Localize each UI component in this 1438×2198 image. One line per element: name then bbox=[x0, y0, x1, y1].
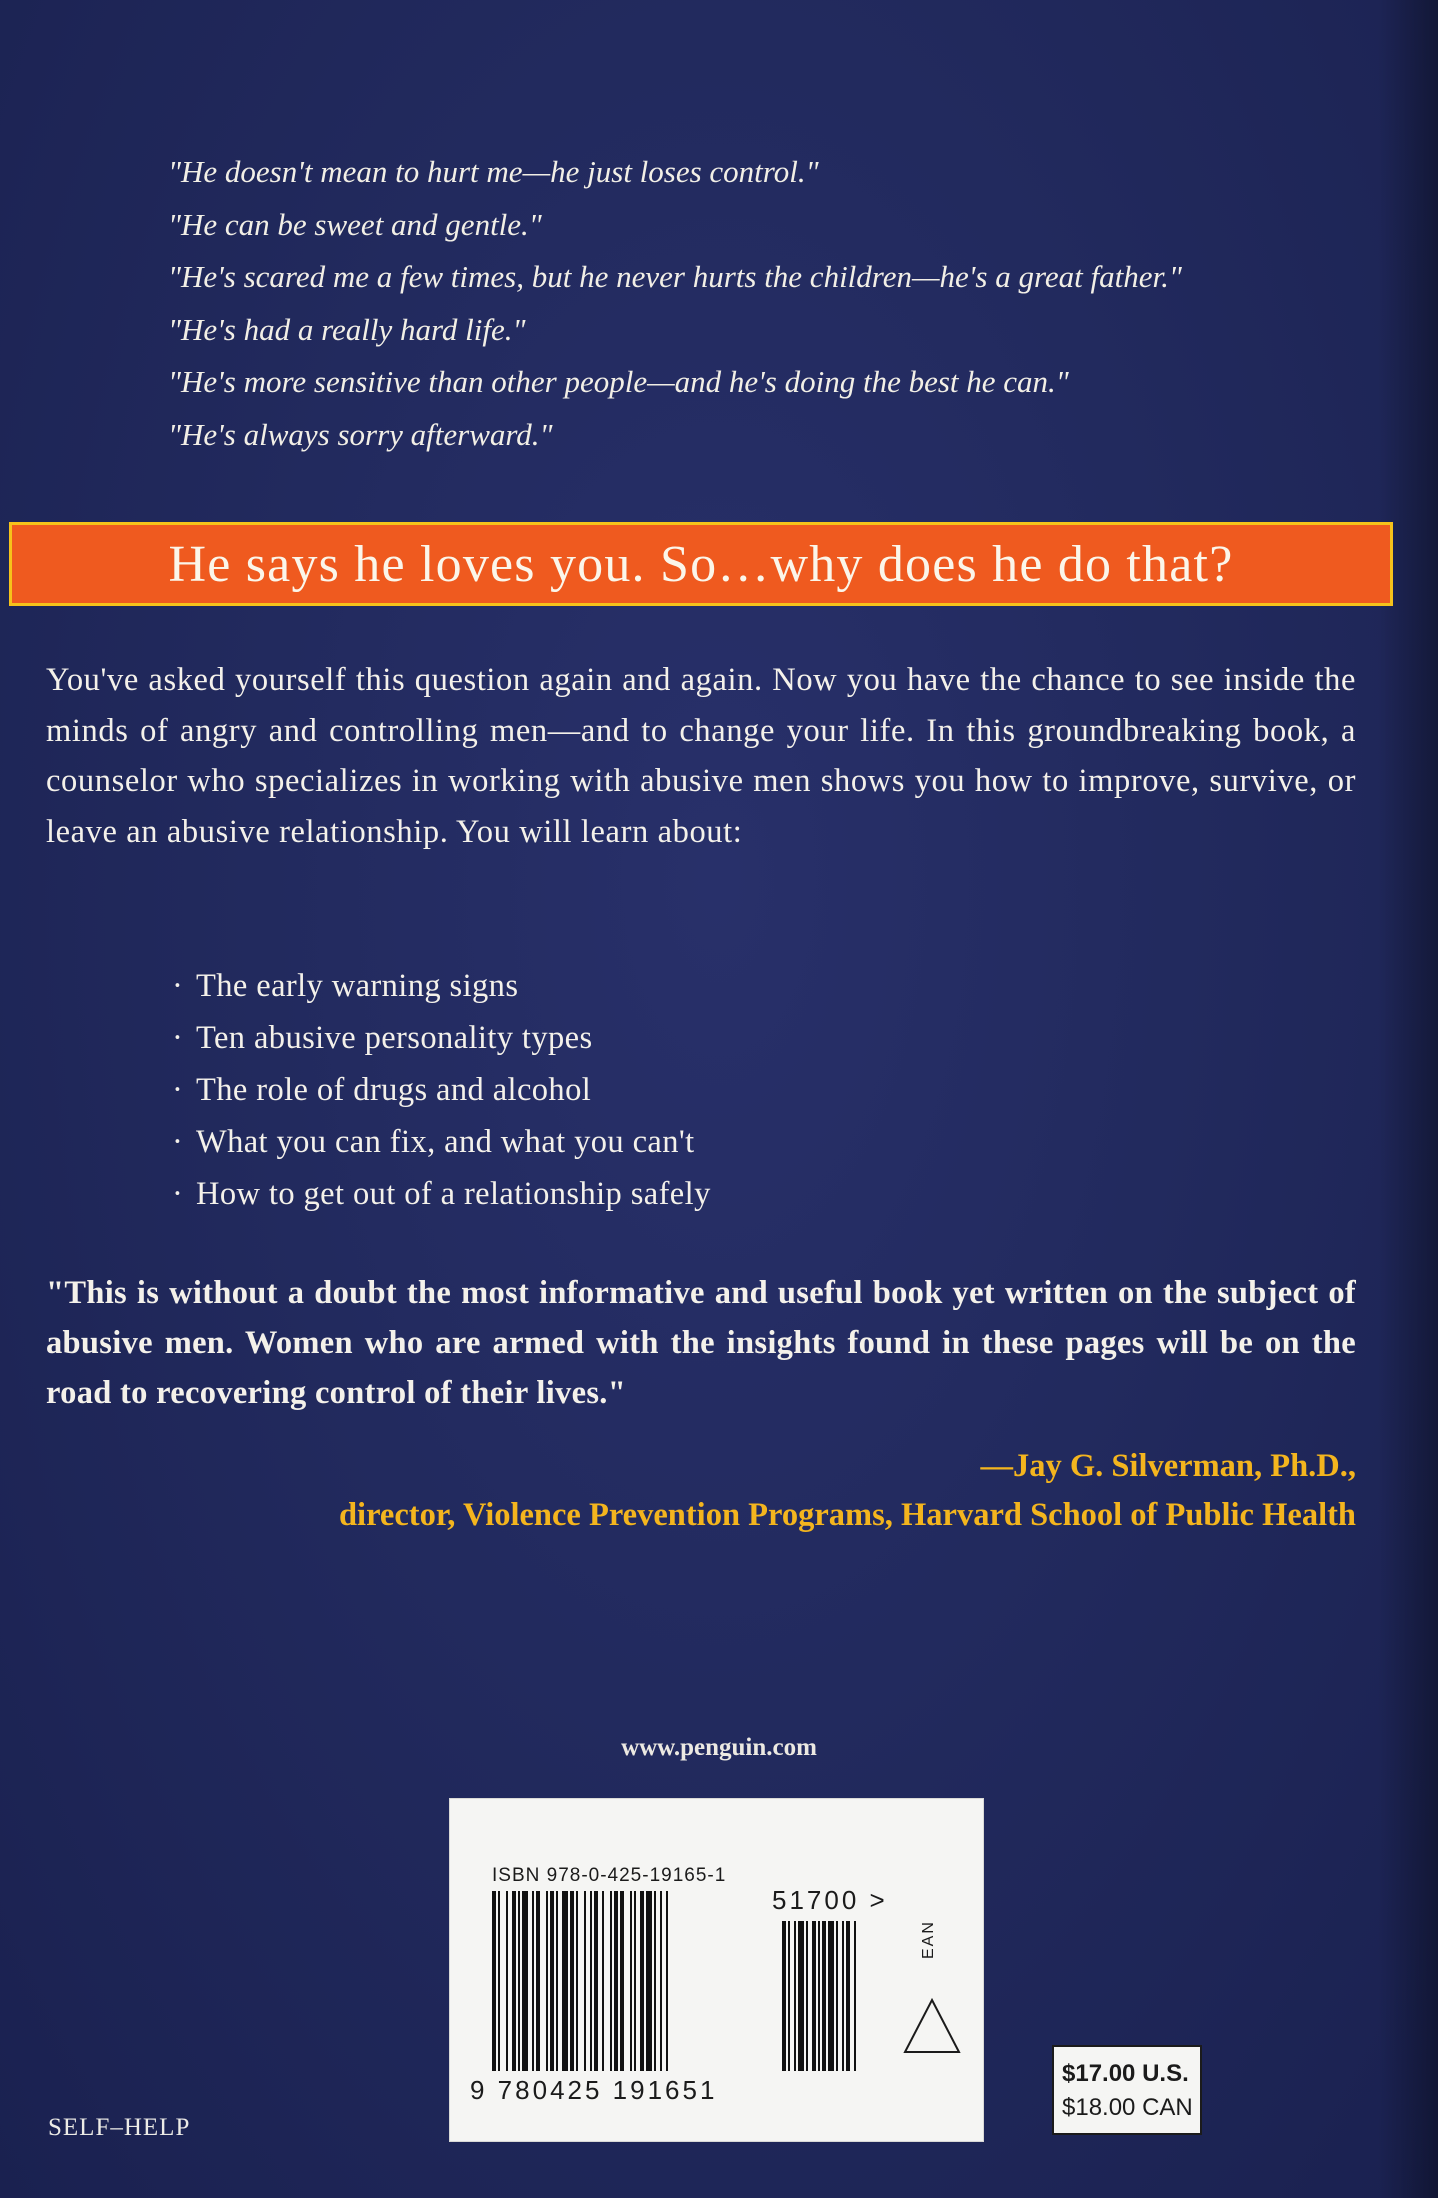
endorsement-author: —Jay G. Silverman, Ph.D., bbox=[980, 1448, 1356, 1484]
list-item-label: The early warning signs bbox=[196, 968, 519, 1004]
description-paragraph: You've asked yourself this question again and again. Now you have the chance to see inside the minds of angry and controlling men—and to change your life. In this groundbreaking book, a counselor who specializes in working with abusive men shows you how to improve, survive, or leave an abusive relationship. You will learn about: bbox=[46, 662, 1356, 850]
quote-line: "He's always sorry afterward." bbox=[168, 416, 553, 452]
bullet-icon: · bbox=[172, 1124, 184, 1160]
quote-line: "He can be sweet and gentle." bbox=[168, 206, 542, 242]
endorsement-affiliation: director, Violence Prevention Programs, Harvard School of Public Health bbox=[338, 1497, 1356, 1533]
barcode-icon bbox=[492, 1891, 912, 2071]
ean-label: EAN bbox=[920, 1920, 937, 1959]
list-item bbox=[172, 1064, 1072, 1116]
list-item bbox=[172, 1168, 1072, 1220]
endorsement-quote: "This is without a doubt the most informative and useful book yet written on the subject of abusive men. Women who are armed with the insights found in these pages will be on the road to recovering control of their lives." bbox=[46, 1275, 1356, 1411]
triangle-icon bbox=[902, 1997, 962, 2055]
list-item-label: The role of drugs and alcohol bbox=[196, 1072, 592, 1108]
list-item-label: What you can fix, and what you can't bbox=[196, 1124, 695, 1160]
isbn-text: ISBN 978-0-425-19165-1 bbox=[492, 1865, 727, 1886]
price-can: $18.00 CAN bbox=[1062, 2094, 1193, 2121]
publisher-url: www.penguin.com bbox=[621, 1734, 817, 1761]
list-item-label: How to get out of a relationship safely bbox=[196, 1176, 711, 1212]
spine-shadow bbox=[1378, 0, 1438, 2198]
list-item bbox=[172, 1012, 1072, 1064]
price-tag bbox=[1052, 2045, 1202, 2135]
barcode-label bbox=[449, 1798, 984, 2142]
list-item-label: Ten abusive personality types bbox=[196, 1020, 593, 1056]
barcode-digits: 9 780425 191651 bbox=[470, 2075, 718, 2105]
quote-line: "He's scared me a few times, but he never hurts the children—he's a great father." bbox=[168, 259, 1182, 294]
learning-list bbox=[172, 960, 1072, 1220]
quote-line: "He doesn't mean to hurt me—he just loses control." bbox=[168, 154, 819, 189]
quote-list bbox=[168, 146, 1318, 461]
price-code-text: 51700 > bbox=[772, 1885, 888, 1915]
list-item bbox=[172, 960, 1072, 1012]
category-label: SELF–HELP bbox=[48, 2114, 191, 2141]
bullet-icon: · bbox=[172, 1020, 184, 1056]
bullet-icon: · bbox=[172, 1176, 184, 1212]
quote-line: "He's had a really hard life." bbox=[168, 311, 526, 347]
headline-banner: He says he loves you. So…why does he do that? bbox=[9, 522, 1393, 606]
bullet-icon: · bbox=[172, 968, 184, 1004]
bullet-icon: · bbox=[172, 1072, 184, 1108]
list-item bbox=[172, 1116, 1072, 1168]
quote-line: "He's more sensitive than other people—and he's doing the best he can." bbox=[168, 364, 1069, 399]
price-us: $17.00 U.S. bbox=[1062, 2060, 1189, 2087]
